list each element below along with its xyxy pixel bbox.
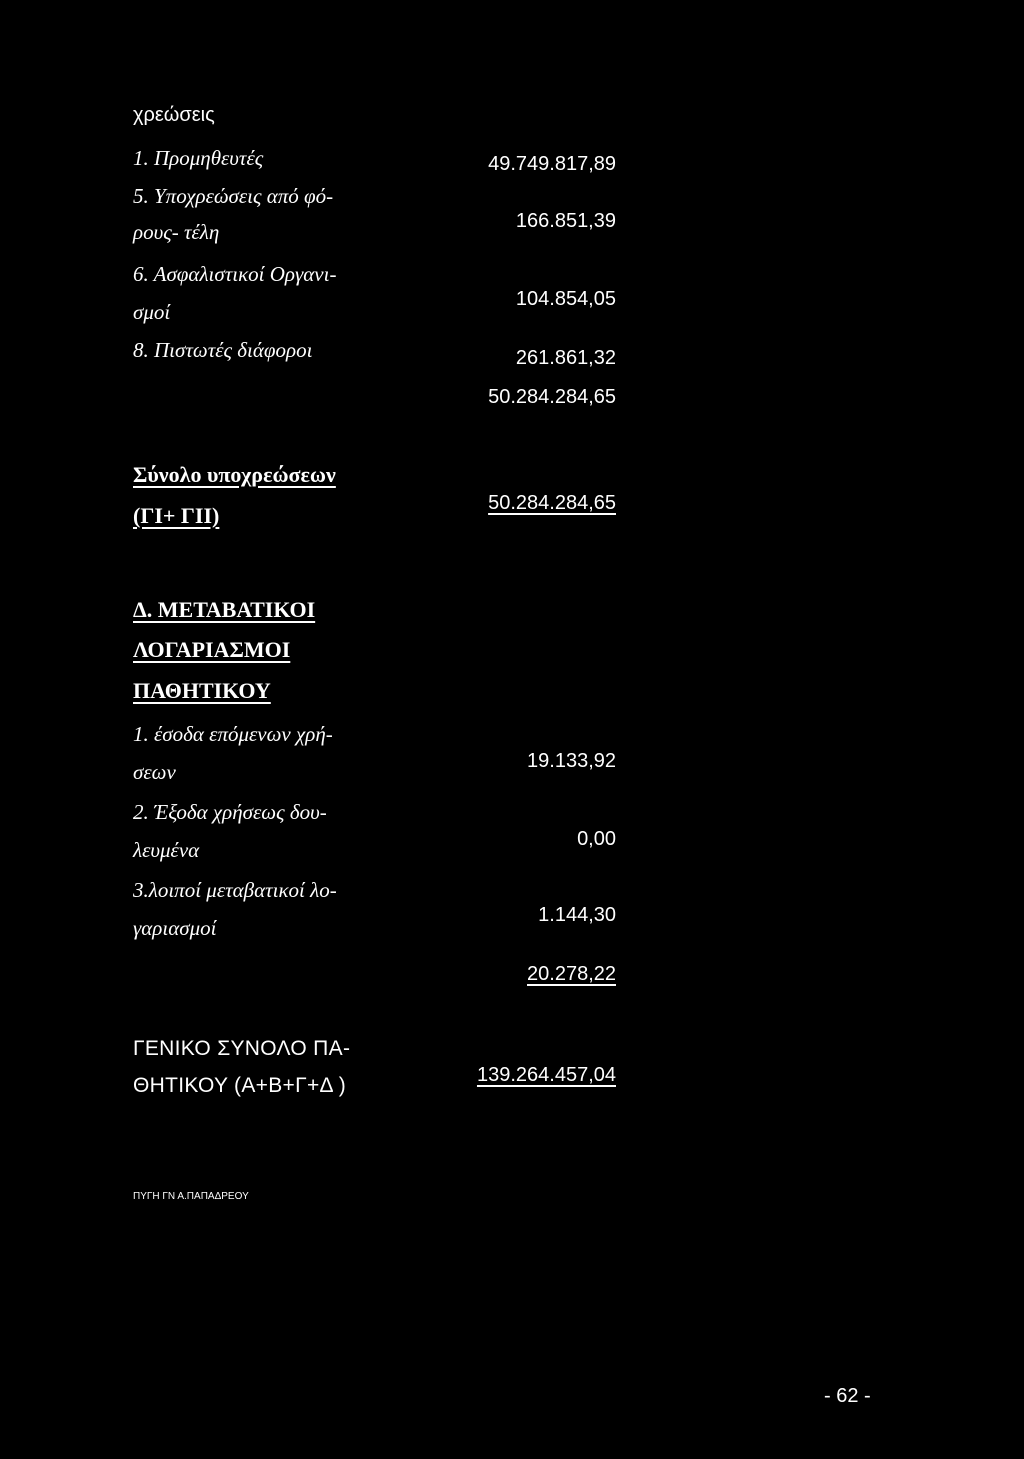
source-note: ΠΥΓΗ ΓΝ Α.ΠΑΠΑΔΡΕΟΥ — [133, 1191, 249, 1202]
section-d-heading-line2: ΛΟΓΑΡΙΑΣΜΟΙ — [133, 637, 291, 662]
row-value: 166.851,39 — [515, 210, 616, 232]
section-d-heading-line3: ΠΑΘΗΤΙΚΟΥ — [133, 678, 271, 703]
row-value: 104.854,05 — [515, 288, 616, 310]
grand-total-line2: ΘΗΤΙΚΟΥ (Α+Β+Γ+Δ ) — [133, 1074, 347, 1097]
page-number: - 62 - — [824, 1385, 871, 1407]
row-label-line1: 6. Ασφαλιστικοί Οργανι- — [133, 262, 337, 286]
row-label-line1: 3.λοιποί μεταβατικοί λο- — [133, 878, 337, 902]
row-value: 1.144,30 — [538, 904, 616, 926]
row-label-line2: γαριασμοί — [133, 916, 217, 940]
row-label-line1: 5. Υποχρεώσεις από φό- — [133, 184, 334, 208]
header-fragment: χρεώσεις — [133, 104, 215, 126]
total-liabilities-line1: Σύνολο υποχρεώσεων — [133, 462, 336, 487]
total-liabilities-value: 50.284.284,65 — [488, 492, 616, 514]
section-d-subtotal: 20.278,22 — [527, 963, 616, 985]
row-label: 8. Πιστωτές διάφοροι — [133, 338, 313, 362]
liabilities-subtotal: 50.284.284,65 — [488, 386, 616, 408]
row-value: 19.133,92 — [527, 750, 616, 772]
row-value: 261.861,32 — [515, 347, 616, 369]
row-label-line1: 1. έσοδα επόμενων χρή- — [133, 722, 333, 746]
row-label-line2: ρους- τέλη — [133, 220, 220, 244]
row-label-line1: 2. Έξοδα χρήσεως δου- — [133, 800, 327, 824]
row-value: 49.749.817,89 — [488, 153, 616, 175]
section-d-heading-line1: Δ. ΜΕΤΑΒΑΤΙΚΟΙ — [133, 597, 316, 622]
total-liabilities-line2: (ΓΙ+ ΓΙΙ) — [133, 503, 220, 528]
row-label-line2: σμοί — [133, 300, 171, 324]
row-label: 1. Προμηθευτές — [133, 146, 264, 170]
row-value: 0,00 — [577, 828, 616, 850]
grand-total-line1: ΓΕΝΙΚΟ ΣΥΝΟΛΟ ΠΑ- — [133, 1037, 351, 1060]
grand-total-value: 139.264.457,04 — [476, 1064, 616, 1086]
row-label-line2: λευμένα — [133, 838, 200, 862]
row-label-line2: σεων — [133, 760, 176, 784]
